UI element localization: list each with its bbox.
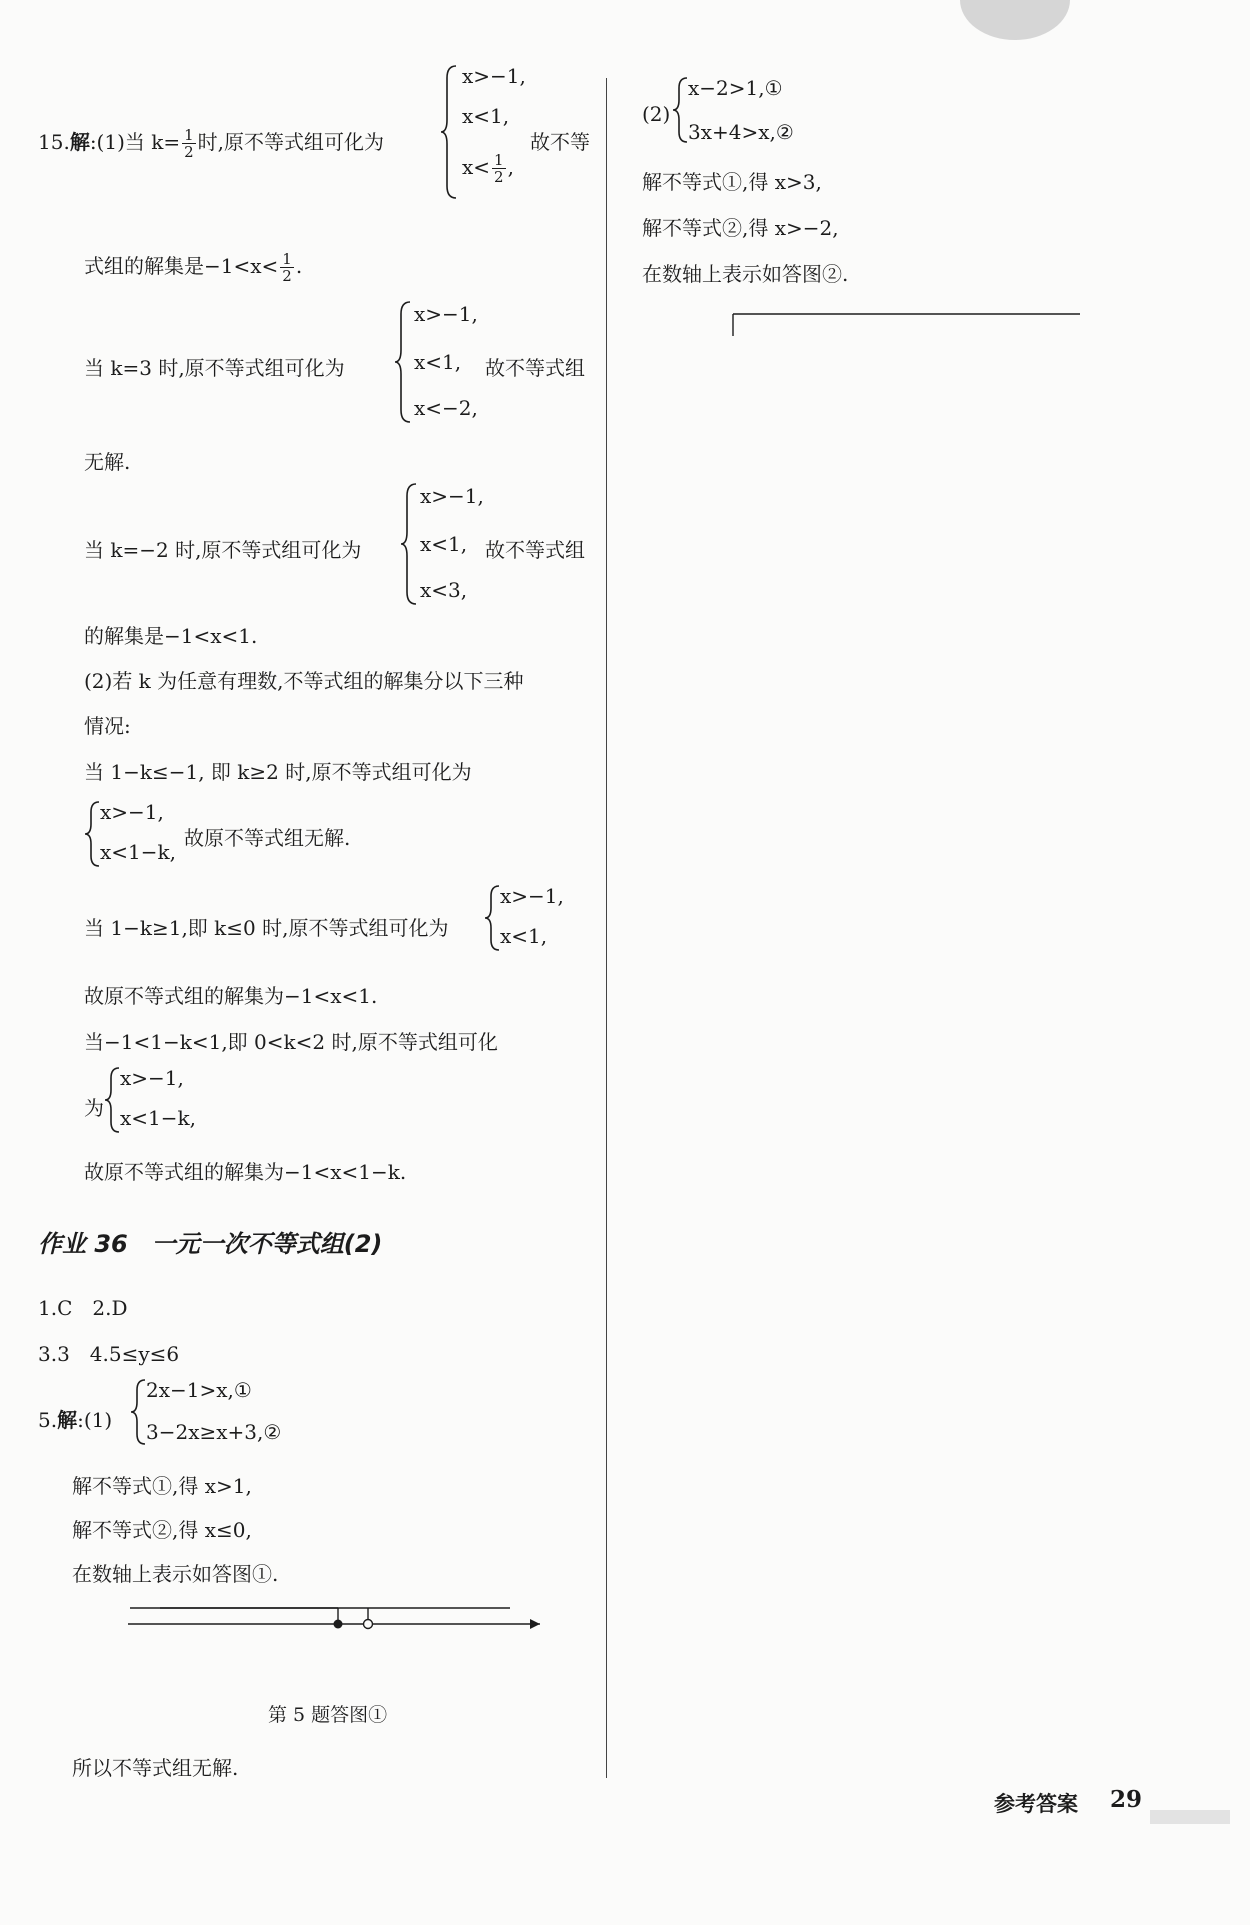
q5-head: 5.解:(1): [38, 1408, 113, 1432]
q15-case-3: 当−1<1−k<1,即 0<k<2 时,原不等式组可化: [84, 1030, 498, 1054]
q15-nosolution: 无解.: [84, 450, 131, 474]
brace-icon: [440, 64, 460, 200]
system-row: x>−1,: [420, 484, 484, 508]
system-row: x< $\frac{1}{2}$ ,: [462, 151, 514, 186]
system-row: x<1,: [414, 350, 462, 374]
fraction-half: $\frac{1}{2}$: [184, 126, 194, 161]
system-row: x<3,: [420, 578, 468, 602]
q15-case-1: 当 1−k≤−1, 即 k≥2 时,原不等式组可化为: [84, 760, 472, 784]
q5-line: 解不等式①,得 x>1,: [72, 1474, 252, 1498]
q15-case-3-wei: 为: [84, 1096, 104, 1120]
footer-bar: [1150, 1810, 1230, 1824]
answers-1-2: 1.C 2.D: [38, 1296, 128, 1320]
open-point: [364, 1620, 373, 1629]
page-number: 29: [1110, 1786, 1143, 1813]
number-line-figure-2: [690, 306, 1120, 370]
section-title: 作业 36 一元一次不等式组(2): [38, 1230, 383, 1258]
figure-caption-1: 第 5 题答图①: [268, 1704, 388, 1726]
q15-text-b: 时,原不等式组可化为: [197, 130, 385, 154]
q15-text: :(1)当 k=: [89, 130, 181, 154]
part-label: (2): [642, 102, 671, 126]
system-row: x>−1,: [500, 884, 564, 908]
system-row: x>−1,: [100, 800, 164, 824]
brace-icon: [400, 482, 420, 606]
q15-case-k3: 当 k=3 时,原不等式组可化为: [84, 356, 345, 380]
system-row: x−2>1,①: [688, 76, 783, 100]
system-row: x<1,: [420, 532, 468, 556]
q15-part2-b: 情况:: [84, 714, 131, 738]
q15-case-1-result: 故原不等式组无解.: [184, 826, 351, 850]
system-row: 2x−1>x,①: [146, 1378, 252, 1402]
q15-solution-3: 的解集是−1<x<1.: [84, 624, 258, 648]
q15-tail: 故不等: [530, 130, 590, 154]
system-row: x<1,: [462, 104, 510, 128]
answers-3-4: 3.3 4.5≤y≤6: [38, 1342, 180, 1366]
number-line-figure-1: [120, 1600, 560, 1680]
system-row: x<1,: [500, 924, 548, 948]
q15-tail-3: 故不等式组: [485, 538, 585, 562]
closed-point: [334, 1620, 343, 1629]
footer-label: 参考答案: [994, 1792, 1078, 1816]
system-row: 3x+4>x,②: [688, 120, 794, 144]
q15-case-2: 当 1−k≥1,即 k≤0 时,原不等式组可化为: [84, 916, 449, 940]
q15-case-3-result: 故原不等式组的解集为−1<x<1−k.: [84, 1160, 407, 1184]
p2-line: 解不等式①,得 x>3,: [642, 170, 822, 194]
q15-tail-2: 故不等式组: [485, 356, 585, 380]
corner-decoration: [960, 0, 1070, 40]
q15-case-km2: 当 k=−2 时,原不等式组可化为: [84, 538, 362, 562]
system-row: x>−1,: [462, 64, 526, 88]
jie-label: 解: [69, 130, 90, 154]
q15-part2: (2)若 k 为任意有理数,不等式组的解集分以下三种: [84, 669, 524, 693]
p2-line: 在数轴上表示如答图②.: [642, 262, 849, 286]
column-divider: [606, 78, 607, 1778]
p2-line: 解不等式②,得 x>−2,: [642, 216, 839, 240]
q5-line: 在数轴上表示如答图①.: [72, 1562, 279, 1586]
system-row: x>−1,: [120, 1066, 184, 1090]
q15-case-2-result: 故原不等式组的解集为−1<x<1.: [84, 984, 378, 1008]
brace-icon: [394, 300, 414, 424]
q5-line: 解不等式②,得 x≤0,: [72, 1518, 252, 1542]
q15-line-1: [38, 126, 384, 160]
system-row: x<−2,: [414, 396, 478, 420]
arrow-icon: [530, 1619, 540, 1629]
q5-result-1: 所以不等式组无解.: [72, 1756, 239, 1780]
system-row: x<1−k,: [100, 840, 176, 864]
q15-solution-1: 式组的解集是−1<x< $\frac{1}{2}$ .: [84, 250, 303, 285]
system-row: x<1−k,: [120, 1106, 196, 1130]
question-number: 15.: [38, 130, 70, 154]
system-row: 3−2x≥x+3,②: [146, 1420, 282, 1444]
system-row: x>−1,: [414, 302, 478, 326]
